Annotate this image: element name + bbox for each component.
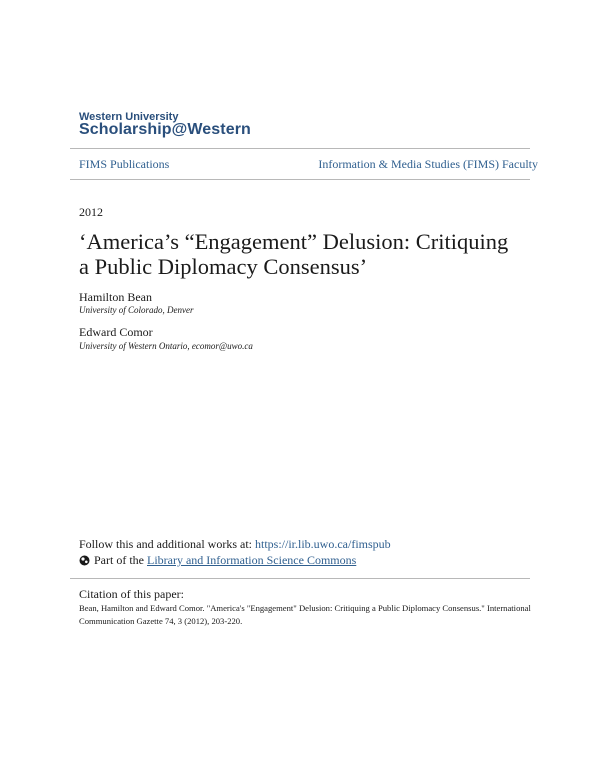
repository-url-link[interactable]: https://ir.lib.uwo.ca/fimspub <box>255 537 391 551</box>
repository-name[interactable]: Scholarship@Western <box>79 121 251 138</box>
publication-year: 2012 <box>79 205 103 219</box>
paper-title: ‘America’s “Engagement” Delusion: Critiquing a Public Diplomacy Consensus’ <box>79 229 509 279</box>
author-affiliation: University of Colorado, Denver <box>79 305 194 315</box>
divider-nav <box>70 179 530 180</box>
follow-line <box>79 537 391 552</box>
divider-top <box>70 148 530 149</box>
divider-citation <box>70 578 530 579</box>
fims-faculty-link[interactable]: Information & Media Studies (FIMS) Faculty <box>318 157 538 171</box>
fims-publications-link[interactable]: FIMS Publications <box>79 157 170 171</box>
commons-link[interactable]: Library and Information Science Commons <box>147 553 357 567</box>
author-name: Hamilton Bean <box>79 290 152 304</box>
citation-heading: Citation of this paper: <box>79 587 184 601</box>
citation-text: Bean, Hamilton and Edward Comor. "America's "Engagement" Delusion: Critiquing a Public Diplomacy Consensus." International Communication Gazette 74, 3 (2012), 203-220. <box>79 603 531 626</box>
author-name: Edward Comor <box>79 325 153 339</box>
follow-text: Follow this and additional works at: <box>79 537 255 551</box>
commons-network-icon <box>79 555 90 566</box>
part-of-line <box>79 553 356 568</box>
author-affiliation: University of Western Ontario, ecomor@uwo.ca <box>79 341 253 351</box>
institution-name: Western University <box>79 111 179 123</box>
part-of-prefix: Part of the <box>94 553 144 567</box>
